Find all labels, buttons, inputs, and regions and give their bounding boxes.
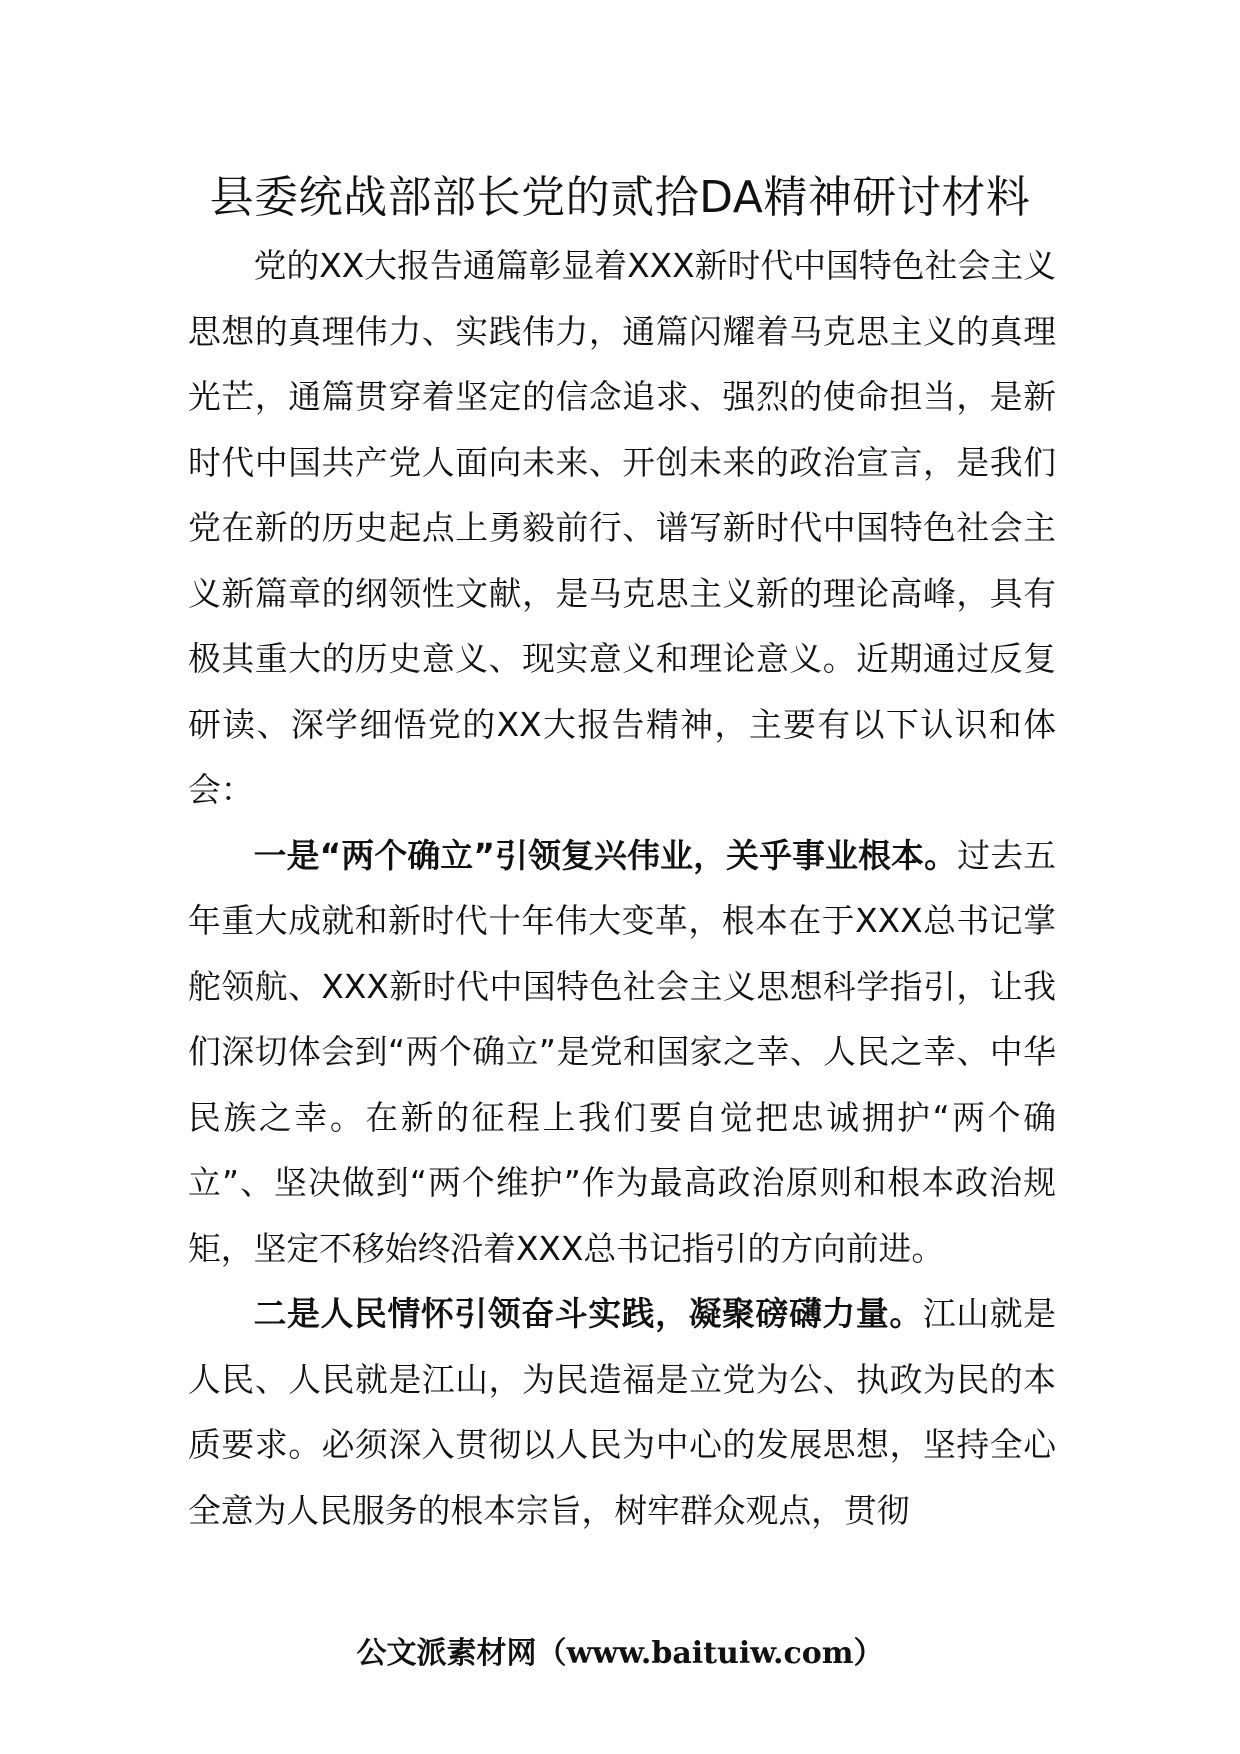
paragraph-lead: 一是“两个确立”引领复兴伟业，关乎事业根本。 [253, 836, 958, 875]
paragraph-text: 江山就是人民、人民就是江山，为民造福是立党为公、执政为民的本质要求。必须深入贯彻以人民为中心的发展思想，坚持全心全意为人民服务的根本宗旨，树牢群众观点，贯彻 [188, 1295, 1057, 1530]
paragraph-lead: 二是人民情怀引领奋斗实践，凝聚磅礴力量。 [253, 1295, 923, 1333]
paragraph-intro [188, 234, 1056, 824]
document-title: 县委统战部部长党的贰拾DA精神研讨材料 [209, 172, 1031, 223]
paragraph-text: 党的XX大报告通篇彰显着XXX新时代中国特色社会主义思想的真理伟力、实践伟力，通篇闪耀着马克思主义的真理光芒，通篇贯穿着坚定的信念追求、强烈的使命担当，是新时代中国共产党人面向未来、开创未来的政治宣言，是我们党在新的历史起点上勇毅前行、谱写新时代中国特色社会主义新篇章的纲领性文献，是马克思主义新的理论高峰，具有极其重大的历史意义、现实意义和理论意义。近期通过反复研读、深学细悟党的XX大报告精神，主要有以下认识和体会： [188, 247, 1056, 809]
paragraph-point-two [188, 1282, 1056, 1544]
page-footer-source: 公文派素材网（www.baituiw.com） [356, 1636, 884, 1671]
paragraph-point-one [188, 824, 1056, 1283]
paragraph-text: 过去五年重大成就和新时代十年伟大变革，根本在于XXX总书记掌舵领航、XXX新时代中国特色社会主义思想科学指引，让我们深切体会到“两个确立”是党和国家之幸、人民之幸、中华民族之幸。在新的征程上我们要自觉把忠诚拥护“两个确立”、坚决做到“两个维护”作为最高政治原则和根本政治规矩，坚定不移始终沿着XXX总书记指引的方向前进。 [188, 836, 1056, 1268]
document-body [188, 234, 1056, 1544]
